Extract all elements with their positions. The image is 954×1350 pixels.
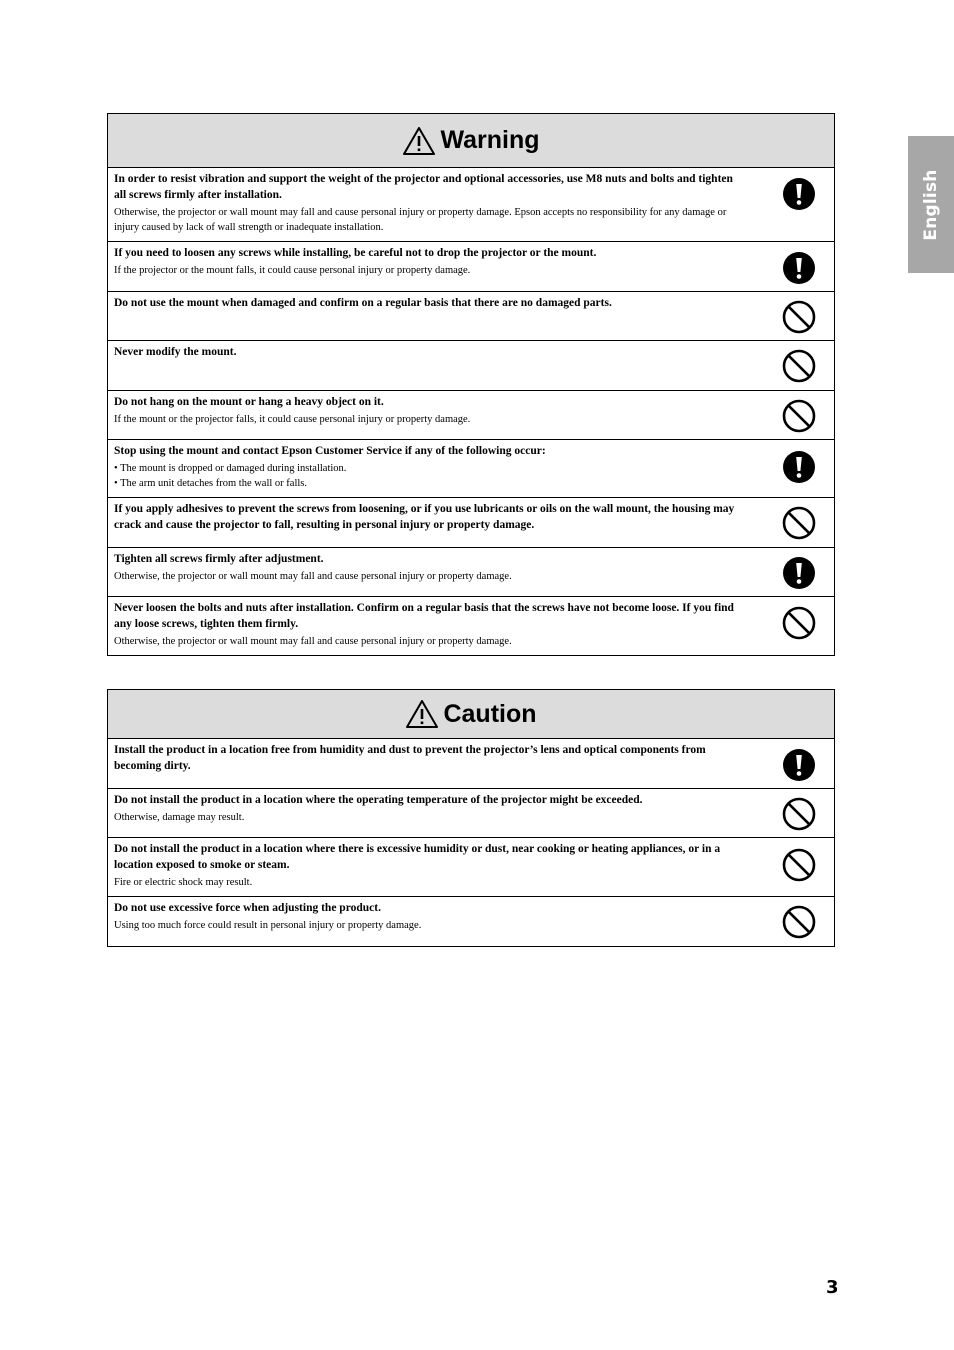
warning-box — [107, 113, 835, 656]
warning-item-heading: In order to resist vibration and support the weight of the projector and optional accessories, use M8 nuts and bolts and tighten all screws firmly after installation. — [114, 173, 733, 201]
prohibited-icon — [782, 349, 816, 383]
caution-item-text: Fire or electric shock may result. — [114, 877, 253, 888]
prohibited-icon — [782, 905, 816, 939]
caution-title: Caution — [443, 699, 537, 728]
warning-item-heading: Stop using the mount and contact Epson Customer Service if any of the following occur: — [114, 445, 546, 457]
caution-item — [108, 739, 834, 789]
warning-item — [108, 391, 834, 440]
warning-item-heading: Tighten all screws firmly after adjustment. — [114, 553, 324, 565]
mandatory-icon — [782, 748, 816, 782]
warning-item — [108, 498, 834, 548]
caution-item-text: Otherwise, damage may result. — [114, 812, 245, 823]
warning-item-heading: Never loosen the bolts and nuts after installation. Confirm on a regular basis that the screws have not become loose. If you find any loose screws, tighten them firmly. — [114, 602, 734, 630]
warning-item-heading: Do not hang on the mount or hang a heavy object on it. — [114, 396, 384, 408]
warning-triangle-icon — [402, 126, 436, 156]
warning-item-heading: Never modify the mount. — [114, 346, 237, 358]
caution-item — [108, 789, 834, 838]
warning-item-bullet: • The arm unit detaches from the wall or falls. — [114, 478, 308, 489]
language-tab-label: English — [921, 168, 941, 241]
mandatory-icon — [782, 556, 816, 590]
warning-item-heading: If you need to loosen any screws while installing, be careful not to drop the projector or the mount. — [114, 247, 597, 259]
warning-item-text: Otherwise, the projector or wall mount may fall and cause personal injury or property damage. Epson accepts no responsibility for any damage or injury caused by lack of wall strength or inadequate installation. — [114, 207, 727, 233]
warning-item — [108, 548, 834, 597]
warning-header — [108, 114, 834, 168]
prohibited-icon — [782, 506, 816, 540]
warning-item-heading: Do not use the mount when damaged and confirm on a regular basis that there are no damaged parts. — [114, 297, 612, 309]
warning-title: Warning — [440, 126, 540, 154]
prohibited-icon — [782, 300, 816, 334]
warning-item — [108, 168, 834, 242]
warning-item-heading: If you apply adhesives to prevent the screws from loosening, or if you use lubricants or oils on the wall mount, the housing may crack and cause the projector to fall, resulting in personal injury or property damage. — [114, 503, 735, 531]
caution-item-heading: Do not install the product in a location where there is excessive humidity or dust, near cooking or heating appliances, or in a location exposed to smoke or steam. — [114, 843, 721, 871]
warning-item — [108, 597, 834, 655]
caution-item-heading: Do not install the product in a location where the operating temperature of the projector might be exceeded. — [114, 794, 643, 806]
warning-item-text: If the mount or the projector falls, it could cause personal injury or property damage. — [114, 414, 471, 425]
mandatory-icon — [782, 251, 816, 285]
language-tab — [908, 136, 954, 273]
caution-box — [107, 689, 835, 947]
prohibited-icon — [782, 399, 816, 433]
warning-item — [108, 341, 834, 391]
warning-item-text: Otherwise, the projector or wall mount may fall and cause personal injury or property damage. — [114, 636, 512, 647]
warning-triangle-icon — [405, 699, 439, 729]
caution-item-heading: Do not use excessive force when adjusting the product. — [114, 902, 381, 914]
warning-item-text: Otherwise, the projector or wall mount may fall and cause personal injury or property damage. — [114, 571, 512, 582]
caution-item-heading: Install the product in a location free from humidity and dust to prevent the projector’s lens and optical components from becoming dirty. — [114, 744, 706, 772]
warning-item-text: If the projector or the mount falls, it could cause personal injury or property damage. — [114, 265, 471, 276]
prohibited-icon — [782, 606, 816, 640]
warning-item-bullet: • The mount is dropped or damaged during installation. — [114, 463, 347, 474]
caution-item-text: Using too much force could result in personal injury or property damage. — [114, 920, 422, 931]
prohibited-icon — [782, 797, 816, 831]
caution-header — [108, 690, 834, 739]
mandatory-icon — [782, 450, 816, 484]
page-number: 3 — [826, 1277, 839, 1298]
warning-item — [108, 242, 834, 292]
caution-item — [108, 838, 834, 897]
caution-item — [108, 897, 834, 946]
warning-item — [108, 292, 834, 341]
warning-item — [108, 440, 834, 498]
prohibited-icon — [782, 848, 816, 882]
mandatory-icon — [782, 177, 816, 211]
